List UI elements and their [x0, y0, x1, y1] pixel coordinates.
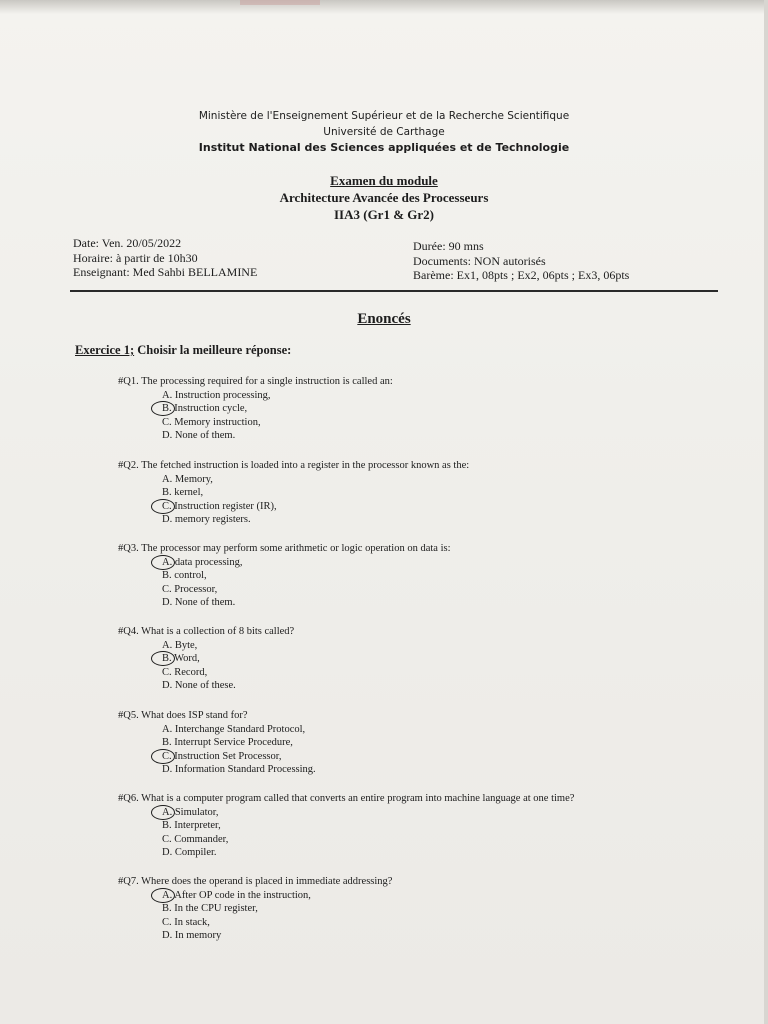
question-7: [118, 875, 392, 943]
exam-duration: Durée: 90 mns: [413, 239, 484, 253]
question-text: #Q6. What is a computer program called that converts an entire program into machine language at one time?: [118, 793, 575, 804]
exercise-instruction: Choisir la meilleure réponse:: [134, 343, 292, 357]
exam-meta-left: [73, 236, 257, 280]
exam-grading: Barème: Ex1, 08pts ; Ex2, 06pts ; Ex3, 06pts: [413, 268, 630, 282]
answer-option: C. Commander,: [162, 833, 229, 845]
answer-option: A. Byte,: [162, 639, 198, 651]
exercise-heading: [75, 343, 291, 358]
exam-teacher: Enseignant: Med Sahbi BELLAMINE: [73, 265, 258, 279]
answer-options: [162, 473, 469, 527]
answer-option: D. None of them.: [162, 430, 236, 441]
answer-options: [162, 723, 316, 777]
answer-option: D. In memory: [162, 930, 222, 941]
question-text: #Q5. What does ISP stand for?: [118, 710, 248, 721]
institution-header: [0, 108, 768, 156]
question-6: [118, 792, 574, 860]
question-5: [118, 709, 316, 777]
answer-option: D. memory registers.: [162, 514, 251, 525]
answer-options: [162, 806, 574, 860]
question-text: #Q7. Where does the operand is placed in immediate addressing?: [118, 876, 393, 887]
exam-date: Date: Ven. 20/05/2022: [73, 236, 182, 250]
answer-option: B. kernel,: [162, 487, 204, 498]
answer-options: [162, 639, 294, 693]
answer-option: B. Interpreter,: [162, 820, 221, 831]
question-text: #Q2. The fetched instruction is loaded into a register in the processor known as the:: [118, 460, 470, 471]
question-2: [118, 459, 469, 527]
question-1: [118, 375, 393, 443]
answer-options: [162, 556, 451, 610]
answer-option: C. Record,: [162, 666, 208, 678]
answer-options: [162, 889, 392, 943]
university-name: Université de Carthage: [323, 126, 445, 138]
exam-schedule: Horaire: à partir de 10h30: [73, 250, 198, 265]
institute-name: Institut National des Sciences appliquées et de Technologie: [198, 141, 570, 154]
answer-option: A. Interchange Standard Protocol,: [162, 723, 306, 735]
class-group: IIA3 (Gr1 & Gr2): [333, 207, 434, 222]
answer-option: D. Compiler.: [162, 847, 217, 858]
answer-option-selected: C. Instruction register (IR),: [162, 500, 469, 514]
answer-option: D. None of them.: [162, 597, 236, 608]
question-text: #Q1. The processing required for a single instruction is called an:: [118, 376, 393, 387]
answer-option: D. None of these.: [162, 680, 236, 691]
question-text: #Q3. The processor may perform some arithmetic or logic operation on data is:: [118, 543, 451, 554]
answer-option-selected: A. Simulator,: [162, 806, 574, 820]
scan-shadow: [0, 0, 768, 14]
answer-option: C. Processor,: [162, 583, 218, 595]
answer-option-selected: B. Word,: [162, 652, 294, 666]
answer-option: C. In stack,: [162, 916, 210, 928]
answer-option: B. Interrupt Service Procedure,: [162, 737, 293, 748]
answer-option: A. Memory,: [162, 473, 213, 485]
header-divider: [70, 290, 718, 292]
answer-option: B. control,: [162, 570, 207, 581]
question-text: #Q4. What is a collection of 8 bits called?: [118, 626, 295, 637]
scan-mark: [240, 0, 320, 5]
exam-title: Examen du module: [330, 173, 438, 188]
exercise-number: Exercice 1;: [75, 343, 135, 357]
answer-option-selected: A. data processing,: [162, 556, 451, 570]
answer-option: B. In the CPU register,: [162, 903, 258, 914]
question-3: [118, 542, 451, 610]
answer-options: [162, 389, 393, 443]
answer-option-selected: C. Instruction Set Processor,: [162, 750, 316, 764]
ministry-name: Ministère de l'Enseignement Supérieur et de la Recherche Scientifique: [198, 110, 570, 122]
module-name: Architecture Avancée des Processeurs: [279, 190, 489, 205]
answer-option: D. Information Standard Processing.: [162, 764, 316, 775]
answer-option: A. Instruction processing,: [162, 389, 271, 401]
answer-option-selected: B. Instruction cycle,: [162, 402, 393, 416]
exam-title-block: [0, 172, 768, 223]
exam-meta-right: [413, 239, 629, 283]
answer-option: C. Memory instruction,: [162, 416, 261, 428]
answer-option-selected: A. After OP code in the instruction,: [162, 889, 392, 903]
question-4: [118, 625, 294, 693]
exam-documents: Documents: NON autorisés: [413, 253, 546, 268]
section-title: Enoncés: [357, 311, 411, 327]
